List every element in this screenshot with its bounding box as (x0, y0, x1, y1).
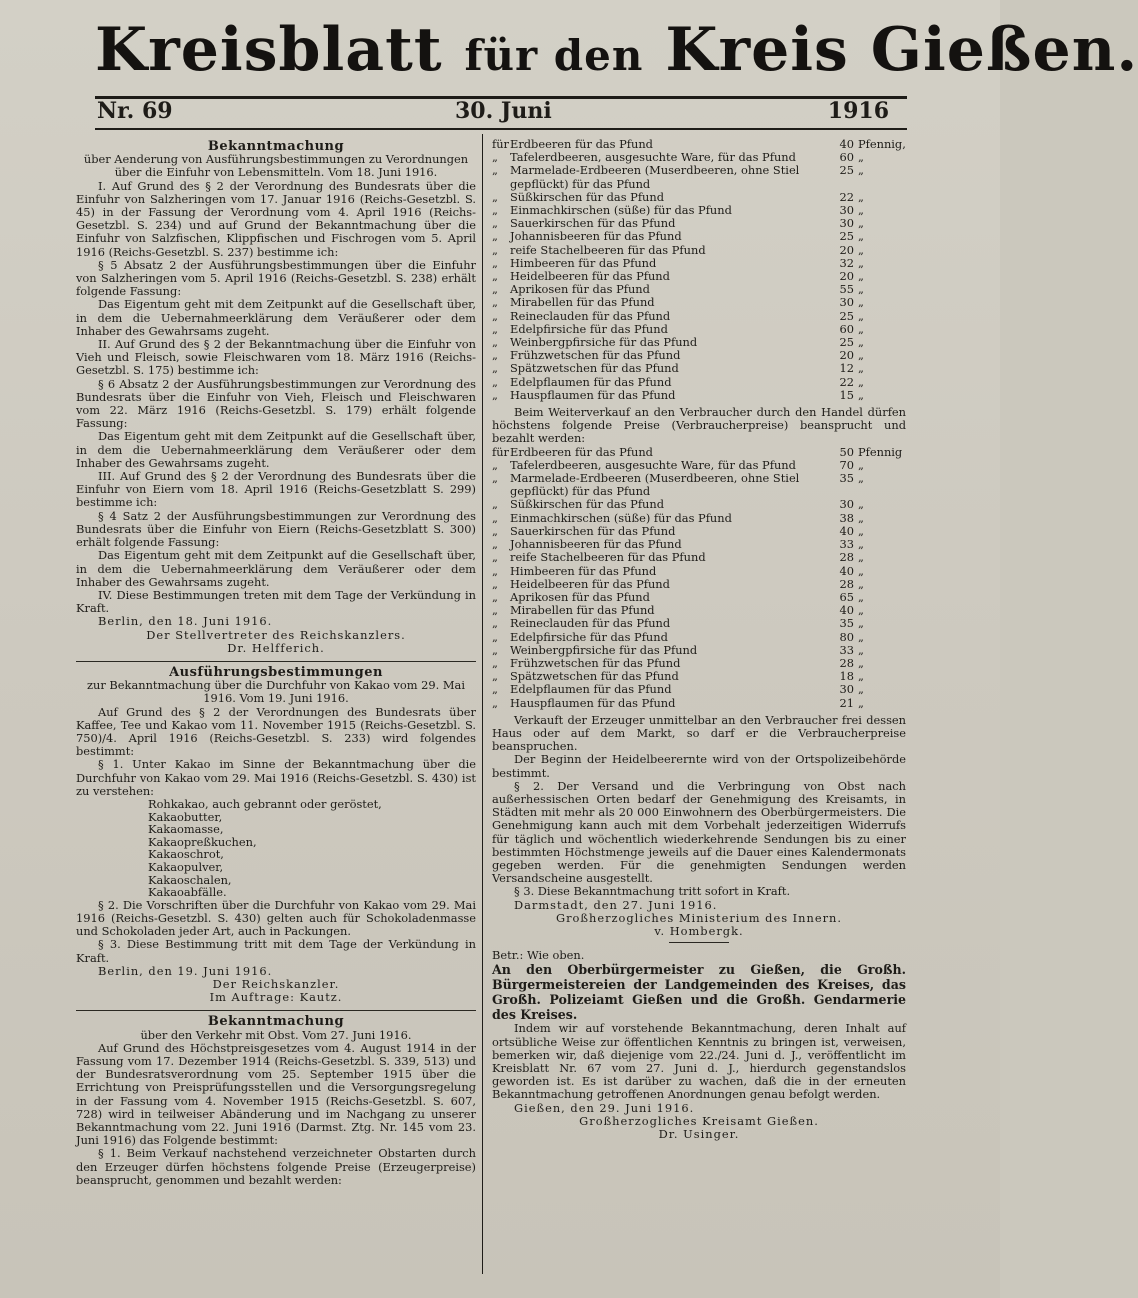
price-row-unit: „ (858, 576, 864, 591)
price-row-unit: „ (858, 150, 864, 165)
price-row-item: Heidelbeeren für das Pfund (510, 269, 670, 284)
price-row-unit: „ (858, 457, 864, 472)
price-row-mark: für (492, 444, 509, 459)
price-row-value: 22 (839, 374, 854, 389)
notice1-para: § 5 Absatz 2 der Ausführungsbestimmungen über die Einfuhr von Salzheringen vom 5. April 1916 (Reichs-Gesetzbl. S. 238) erhält folgende Fassung: (76, 257, 476, 299)
ministry-place-date: Darmstadt, den 27. Juni 1916. (514, 897, 718, 912)
price-row-value: 20 (839, 242, 854, 257)
price-row-unit: „ (858, 374, 864, 389)
kreisamt-signature-name: Dr. Usinger. (658, 1127, 740, 1142)
price-row-mark: „ (492, 537, 498, 552)
price-row-value: 30 (839, 682, 854, 697)
price-row-mark: „ (492, 189, 498, 204)
price-row-item: Sauerkirschen für das Pfund (510, 523, 676, 538)
price-row-mark: „ (492, 216, 498, 231)
masthead-rule-bottom (95, 128, 907, 130)
price-row-value: 40 (839, 603, 854, 618)
price-row-item: Aprikosen für das Pfund (510, 589, 650, 604)
price-row-unit: „ (858, 348, 864, 363)
kakao-list-item: Kakaoschalen, (148, 872, 232, 887)
notice1-signature-name: Dr. Helfferich. (227, 640, 325, 655)
notice2-para: § 2. Die Vorschriften über die Durchfuhr von Kakao vom 29. Mai 1916 (Reichs-Gesetzbl. S. 430) gelten auch für Schokoladenmasse und Schokoladen jeder Art, auch in Packungen. (76, 897, 476, 939)
price-row-mark: „ (492, 203, 498, 218)
price-row-unit: „ (858, 229, 864, 244)
price-row-item: Johannisbeeren für das Pfund (510, 229, 682, 244)
price-row-value: 25 (839, 229, 854, 244)
price-row-item: Himbeeren für das Pfund (510, 563, 657, 578)
price-row-unit: „ (858, 510, 864, 525)
price-row-item: Johannisbeeren für das Pfund (510, 537, 682, 552)
price-row-item: Reineclauden für das Pfund (510, 616, 671, 631)
notice2-heading: Ausführungsbestimmungen (169, 664, 383, 680)
price-row-unit: „ (858, 163, 864, 178)
price-row-mark: „ (492, 510, 498, 525)
price-row-item: Himbeeren für das Pfund (510, 255, 657, 270)
price-row-value: 60 (839, 150, 854, 165)
kreisamt-para: Indem wir auf vorstehende Bekanntmachung, deren Inhalt auf ortsübliche Weise zur öffentlichen Kenntnis zu bringen ist, verweisen, bemerken wir, daß diejenige vom 22./24. Juni d. J., veröffentlicht im Kreisblatt Nr. 67 vom 27. Juni d. J., hierdurch gegenstandslos geworden ist. Es ist darüber zu wachen, daß die in der erneuten Bekanntmachung getroffenen Anordnungen genau befolgt werden. (492, 1021, 906, 1102)
price-row-mark: „ (492, 576, 498, 591)
notice2-para: § 1. Unter Kakao im Sinne der Bekanntmachung über die Durchfuhr von Kakao vom 29. Mai 1916 (Reichs-Gesetzbl. S. 430) ist zu verstehen: (76, 757, 476, 798)
right-para: § 3. Diese Bekanntmachung tritt sofort in Kraft. (514, 884, 791, 899)
price-row-item: reife Stachelbeeren für das Pfund (510, 550, 706, 565)
price-row-value: 12 (839, 361, 854, 376)
price-row-mark: „ (492, 655, 498, 670)
masthead-title-a: Kreisblatt (95, 15, 443, 85)
price-row-value: 28 (839, 655, 854, 670)
price-row-item: Frühzwetschen für das Pfund (510, 655, 681, 670)
price-row (492, 644, 906, 657)
notice1-para: II. Auf Grund des § 2 der Bekanntmachung über die Einfuhr von Vieh und Fleisch, sowie Fleischwaren vom 18. März 1916 (Reichs-Gesetzbl. S. 175) bestimme ich: (76, 337, 476, 378)
notice1-para: Das Eigentum geht mit dem Zeitpunkt auf die Gesellschaft über, in dem die Uebernahmeerklärung dem Veräußerer oder dem Inhaber des Gewahrsams zugeht. (76, 297, 476, 338)
price-row-unit: „ (858, 189, 864, 204)
kakao-list-item: Kakaobutter, (148, 809, 223, 824)
price-row-mark: „ (492, 603, 498, 618)
price-row-mark: „ (492, 282, 498, 297)
price-row (492, 230, 906, 243)
kreisamt-signature-title: Großherzogliches Kreisamt Gießen. (579, 1113, 819, 1128)
price-row-item: Sauerkirschen für das Pfund (510, 216, 676, 231)
price-row-item: Süßkirschen für das Pfund (510, 497, 665, 512)
price-row (492, 565, 906, 578)
price-row-unit: „ (858, 321, 864, 336)
price-row-mark: „ (492, 335, 498, 350)
price-row (492, 362, 906, 375)
price-row-item: Einmachkirschen (süße) für das Pfund (510, 510, 732, 525)
notice2-subtitle: zur Bekanntmachung über die Durchfuhr von Kakao vom 29. Mai 1916. Vom 19. Juni 1916. (87, 678, 465, 706)
price-row-item: Frühzwetschen für das Pfund (510, 348, 681, 363)
price-row-value: 38 (839, 510, 854, 525)
price-row-unit: „ (858, 335, 864, 350)
price-row-unit: „ (858, 655, 864, 670)
price-row-item: Erdbeeren für das Pfund (510, 444, 653, 459)
price-row-unit: „ (858, 203, 864, 218)
price-row-unit: Pfennig, (858, 137, 906, 151)
price-row-unit: „ (858, 603, 864, 618)
price-row-unit: „ (858, 589, 864, 604)
price-row-unit: „ (858, 550, 864, 565)
notice2-place-date: Berlin, den 19. Juni 1916. (98, 963, 273, 978)
price-row-value: 55 (839, 282, 854, 297)
notice3-para: Auf Grund des Höchstpreisgesetzes vom 4. August 1914 in der Fassung vom 17. Dezember 1914 (Reichs-Gesetzbl. S. 339, 513) und der Bundesratsverordnung vom 25. September 1915 über die Errichtung von Preisprüfungsstellen und die Versorgungsregelung in der Fassung vom 4. November 1915 (Reichs-Gesetzbl. S. 607, 728) wird in teilweiser Abänderung und im Nachgang zu unserer Bekanntmachung vom 22. Juni 1916 (Darmst. Ztg. Nr. 145 vom 23. Juni 1916) das Folgende bestimmt: (76, 1040, 476, 1148)
price-row-unit: „ (858, 361, 864, 376)
notice2-para: § 3. Diese Bestimmung tritt mit dem Tage der Verkündung in Kraft. (76, 937, 476, 965)
price-row-mark: „ (492, 682, 498, 697)
price-row-value: 50 (839, 444, 854, 459)
price-row-mark: „ (492, 242, 498, 257)
price-row (492, 697, 906, 710)
price-row (492, 498, 906, 511)
price-row-mark: „ (492, 629, 498, 644)
price-row-mark: für (492, 137, 509, 151)
notice1-para: III. Auf Grund des § 2 der Verordnung des Bundesrats über die Einfuhr von Eiern vom 18. April 1916 (Reichs-Gesetzblatt S. 299) bestimme ich: (76, 469, 476, 510)
notice1-para: Das Eigentum geht mit dem Zeitpunkt auf die Gesellschaft über, in dem die Uebernahmeerklärung dem Veräußerer oder dem Inhaber des Gewahrsams zugeht. (76, 548, 476, 589)
price-row (492, 310, 906, 323)
notice1-heading: Bekanntmachung (207, 139, 345, 154)
price-row-mark: „ (492, 269, 498, 284)
issue-year: 1916 (827, 98, 889, 124)
price-row-unit: „ (858, 295, 864, 310)
price-row-value: 30 (839, 497, 854, 512)
price-row-item: Hauspflaumen für das Pfund (510, 695, 676, 710)
price-row-item: Einmachkirschen (süße) für das Pfund (510, 203, 732, 218)
kakao-list-item: Kakaopreßkuchen, (148, 834, 257, 849)
notice2-para: Auf Grund des § 2 der Verordnungen des Bundesrats über Kaffee, Tee und Kakao vom 11. November 1915 (Reichs-Gesetzbl. S. 750)/4. April 1916 (Reichs-Gesetzbl. S. 233) wird folgendes bestimmt: (76, 704, 476, 759)
right-para: Verkauft der Erzeuger unmittelbar an den Verbraucher frei dessen Haus oder auf dem Markt, so darf er die Verbraucherpreise beanspruchen. (492, 712, 906, 754)
price-row-value: 18 (839, 669, 854, 684)
short-separator (669, 942, 729, 943)
price-row-mark: „ (492, 523, 498, 538)
price-row-unit: „ (858, 523, 864, 538)
price-row-mark: „ (492, 695, 498, 710)
notice3-para: § 1. Beim Verkauf nachstehend verzeichneter Obstarten durch den Erzeuger dürfen höchstens folgende Preise (Erzeugerpreise) beansprucht, genommen und bezahlt werden: (76, 1146, 476, 1187)
price-row-item: Aprikosen für das Pfund (510, 282, 650, 297)
issue-row (95, 98, 907, 128)
masthead-title (95, 14, 1138, 92)
price-row-unit: „ (858, 308, 864, 323)
price-row-value: 15 (839, 387, 854, 402)
notice1-para: § 6 Absatz 2 der Ausführungsbestimmungen zur Verordnung des Bundesrats über die Einfuhr von Vieh, Fleisch und Fleischwaren vom 22. März 1916 (Reichs-Gesetzbl. S. 179) erhält folgende Fassung: (76, 376, 476, 431)
price-row-value: 30 (839, 203, 854, 218)
price-row-value: 30 (839, 216, 854, 231)
price-row-mark: „ (492, 497, 498, 512)
price-row-mark: „ (492, 550, 498, 565)
kakao-list-item: Rohkakao, auch gebrannt oder geröstet, (148, 796, 382, 811)
price-row-value: 20 (839, 348, 854, 363)
price-row-item: Edelpflaumen für das Pfund (510, 374, 672, 389)
notice-separator (76, 661, 476, 662)
price-row-mark: „ (492, 361, 498, 376)
ministry-signature-title: Großherzogliches Ministerium des Innern. (556, 910, 842, 925)
price-row-value: 28 (839, 576, 854, 591)
masthead-title-c: Kreis Gießen. (665, 15, 1138, 85)
price-row-mark: „ (492, 150, 498, 165)
price-row-item: Süßkirschen für das Pfund (510, 189, 665, 204)
kreisamt-place-date: Gießen, den 29. Juni 1916. (514, 1100, 695, 1115)
notice-separator (76, 1010, 476, 1011)
price-row-value: 25 (839, 335, 854, 350)
price-row-unit: Pfennig (858, 444, 903, 459)
kakao-list-item: Kakaoschrot, (148, 847, 224, 862)
price-row-item: Tafelerdbeeren, ausgesuchte Ware, für das Pfund (510, 150, 796, 165)
price-row-value: 20 (839, 269, 854, 284)
price-row-item: Edelpfirsiche für das Pfund (510, 629, 668, 644)
price-row-unit: „ (858, 387, 864, 402)
producer-price-table (492, 138, 906, 402)
issue-number: Nr. 69 (97, 98, 173, 124)
right-column (492, 138, 906, 1141)
price-row (492, 389, 906, 402)
price-row-unit: „ (858, 616, 864, 631)
price-row-item: Erdbeeren für das Pfund (510, 137, 653, 151)
price-row-unit: „ (858, 269, 864, 284)
price-row-unit: „ (858, 471, 864, 486)
price-row-value: 60 (839, 321, 854, 336)
price-row-mark: „ (492, 163, 498, 178)
consumer-price-table (492, 446, 906, 710)
price-row-mark: „ (492, 308, 498, 323)
price-row (492, 164, 906, 190)
price-row-value: 70 (839, 457, 854, 472)
price-row-item: Heidelbeeren für das Pfund (510, 576, 670, 591)
price-row (492, 683, 906, 696)
price-row-value: 25 (839, 308, 854, 323)
price-row-item: Edelpflaumen für das Pfund (510, 682, 672, 697)
left-column (76, 138, 476, 1187)
right-para: Der Beginn der Heidelbeerernte wird von der Ortspolizeibehörde bestimmt. (492, 752, 906, 780)
price-row-value: 22 (839, 189, 854, 204)
column-divider (482, 134, 483, 1274)
notice2-signature-title: Der Reichskanzler. (212, 976, 340, 991)
price-row-item: Mirabellen für das Pfund (510, 295, 655, 310)
price-row (492, 512, 906, 525)
price-row-mark: „ (492, 669, 498, 684)
price-row-mark: „ (492, 457, 498, 472)
price-row-value: 32 (839, 255, 854, 270)
price-row-mark: „ (492, 589, 498, 604)
price-row-item: Tafelerdbeeren, ausgesuchte Ware, für das Pfund (510, 457, 796, 472)
price-row-mark: „ (492, 471, 498, 486)
kakao-list (76, 798, 476, 899)
notice3-heading: Bekanntmachung (207, 1014, 345, 1030)
price-row (492, 551, 906, 564)
address-block: An den Oberbürgermeister zu Gießen, die Großh. Bürgermeistereien der Landgemeinden des Kreises, das Großh. Polizeiamt Gießen und die Großh. Gendarmerie des Kreises. (492, 962, 906, 1023)
price-row-item: Marmelade-Erdbeeren (Muserdbeeren, ohne Stiel gepflückt) für das Pfund (510, 163, 800, 191)
price-row (492, 631, 906, 644)
price-row (492, 472, 906, 498)
price-row-value: 35 (839, 471, 854, 486)
issue-date: 30. Juni (455, 98, 552, 124)
price-row-value: 40 (839, 523, 854, 538)
price-row-mark: „ (492, 616, 498, 631)
consumer-price-intro: Beim Weiterverkauf an den Verbraucher durch den Handel dürfen höchstens folgende Preise (Verbraucherpreise) beansprucht und bezahlt werden: (492, 405, 906, 446)
notice3-subtitle: über den Verkehr mit Obst. Vom 27. Juni 1916. (140, 1027, 412, 1042)
kakao-list-item: Kakaomasse, (148, 822, 224, 837)
betreff-line: Betr.: Wie oben. (492, 948, 585, 963)
price-row-unit: „ (858, 629, 864, 644)
price-row (492, 244, 906, 257)
price-row-mark: „ (492, 321, 498, 336)
price-row (492, 296, 906, 309)
masthead-title-b: für den (464, 31, 644, 80)
price-row-value: 30 (839, 295, 854, 310)
price-row-unit: „ (858, 669, 864, 684)
price-row-mark: „ (492, 295, 498, 310)
price-row-unit: „ (858, 642, 864, 657)
price-row-value: 35 (839, 616, 854, 631)
price-row-item: Reineclauden für das Pfund (510, 308, 671, 323)
price-row-value: 40 (839, 563, 854, 578)
price-row-item: Weinbergpfirsiche für das Pfund (510, 335, 698, 350)
price-row-mark: „ (492, 642, 498, 657)
price-row-unit: „ (858, 695, 864, 710)
price-row-item: Mirabellen für das Pfund (510, 603, 655, 618)
price-row-item: Weinbergpfirsiche für das Pfund (510, 642, 698, 657)
price-row-unit: „ (858, 255, 864, 270)
right-para: § 2. Der Versand und die Verbringung von Obst nach außerhessischen Orten bedarf der Genehmigung des Kreisamts, in Städten mit mehr als 20 000 Einwohnern des Oberbürgermeisters. Die Genehmigung kann auch mit dem Vorbehalt jederzeitigen Widerrufs für täglich und wöchentlich wiederkehrende Sendungen bis zu einer bestimmten Höchstmenge jeweils auf die Dauer eines Kalendermonats gegeben werden. Für die genehmigten Sendungen werden Versandscheine ausgestellt. (492, 778, 906, 886)
price-row-unit: „ (858, 242, 864, 257)
price-row (492, 617, 906, 630)
notice1-para: I. Auf Grund des § 2 der Verordnung des Bundesrats über die Einfuhr von Salzheringen vom 17. Januar 1916 (Reichs-Gesetzbl. S. 45) in der Fassung der Verordnung vom 4. April 1916 (Reichs-Gesetzbl. S. 234) und auf Grund der Bekanntmachung über die Einfuhr von Salzfischen, Klippfischen und Fischrogen vom 5. April 1916 (Reichs-Gesetzbl. S. 237) bestimme ich: (76, 178, 476, 259)
price-row-mark: „ (492, 229, 498, 244)
price-row-unit: „ (858, 497, 864, 512)
price-row (492, 376, 906, 389)
notice1-para: § 4 Satz 2 der Ausführungsbestimmungen zur Verordnung des Bundesrats über die Einfuhr von Eiern (Reichs-Gesetzblatt S. 300) erhält folgende Fassung: (76, 508, 476, 550)
ministry-signature-name: v. Hombergk. (654, 923, 744, 938)
price-row-value: 33 (839, 642, 854, 657)
price-row-value: 21 (839, 695, 854, 710)
price-row-mark: „ (492, 374, 498, 389)
price-row-unit: „ (858, 216, 864, 231)
price-row-unit: „ (858, 682, 864, 697)
price-row-item: Spätzwetschen für das Pfund (510, 361, 679, 376)
notice1-signature-title: Der Stellvertreter des Reichskanzlers. (146, 627, 406, 642)
price-row-value: 40 (839, 137, 854, 151)
price-row-value: 25 (839, 163, 854, 178)
notice1-para: Das Eigentum geht mit dem Zeitpunkt auf die Gesellschaft über, in dem die Uebernahmeerklärung dem Veräußerer oder dem Inhaber des Gewahrsams zugeht. (76, 429, 476, 470)
price-row-value: 80 (839, 629, 854, 644)
price-row-item: Spätzwetschen für das Pfund (510, 669, 679, 684)
price-row-value: 33 (839, 537, 854, 552)
price-row-item: reife Stachelbeeren für das Pfund (510, 242, 706, 257)
price-row-value: 28 (839, 550, 854, 565)
price-row-mark: „ (492, 563, 498, 578)
price-row-unit: „ (858, 537, 864, 552)
price-row-mark: „ (492, 387, 498, 402)
price-row-unit: „ (858, 563, 864, 578)
price-row-value: 65 (839, 589, 854, 604)
notice1-para: IV. Diese Bestimmungen treten mit dem Tage der Verkündung in Kraft. (76, 587, 476, 616)
price-row (492, 446, 906, 459)
kakao-list-item: Kakaoabfälle. (148, 885, 227, 900)
price-row-mark: „ (492, 255, 498, 270)
notice1-place-date: Berlin, den 18. Juni 1916. (98, 614, 273, 629)
notice1-subtitle: über Aenderung von Ausführungsbestimmungen zu Verordnungen über die Einfuhr von Lebensmitteln. Vom 18. Juni 1916. (83, 152, 469, 180)
price-row-item: Hauspflaumen für das Pfund (510, 387, 676, 402)
price-row-unit: „ (858, 282, 864, 297)
notice2-signature-name: Im Auftrage: Kautz. (209, 990, 343, 1005)
price-row-item: Edelpfirsiche für das Pfund (510, 321, 668, 336)
price-row (492, 578, 906, 591)
kakao-list-item: Kakaopulver, (148, 859, 224, 874)
price-row-item: Marmelade-Erdbeeren (Muserdbeeren, ohne Stiel gepflückt) für das Pfund (510, 471, 800, 499)
price-row-mark: „ (492, 348, 498, 363)
